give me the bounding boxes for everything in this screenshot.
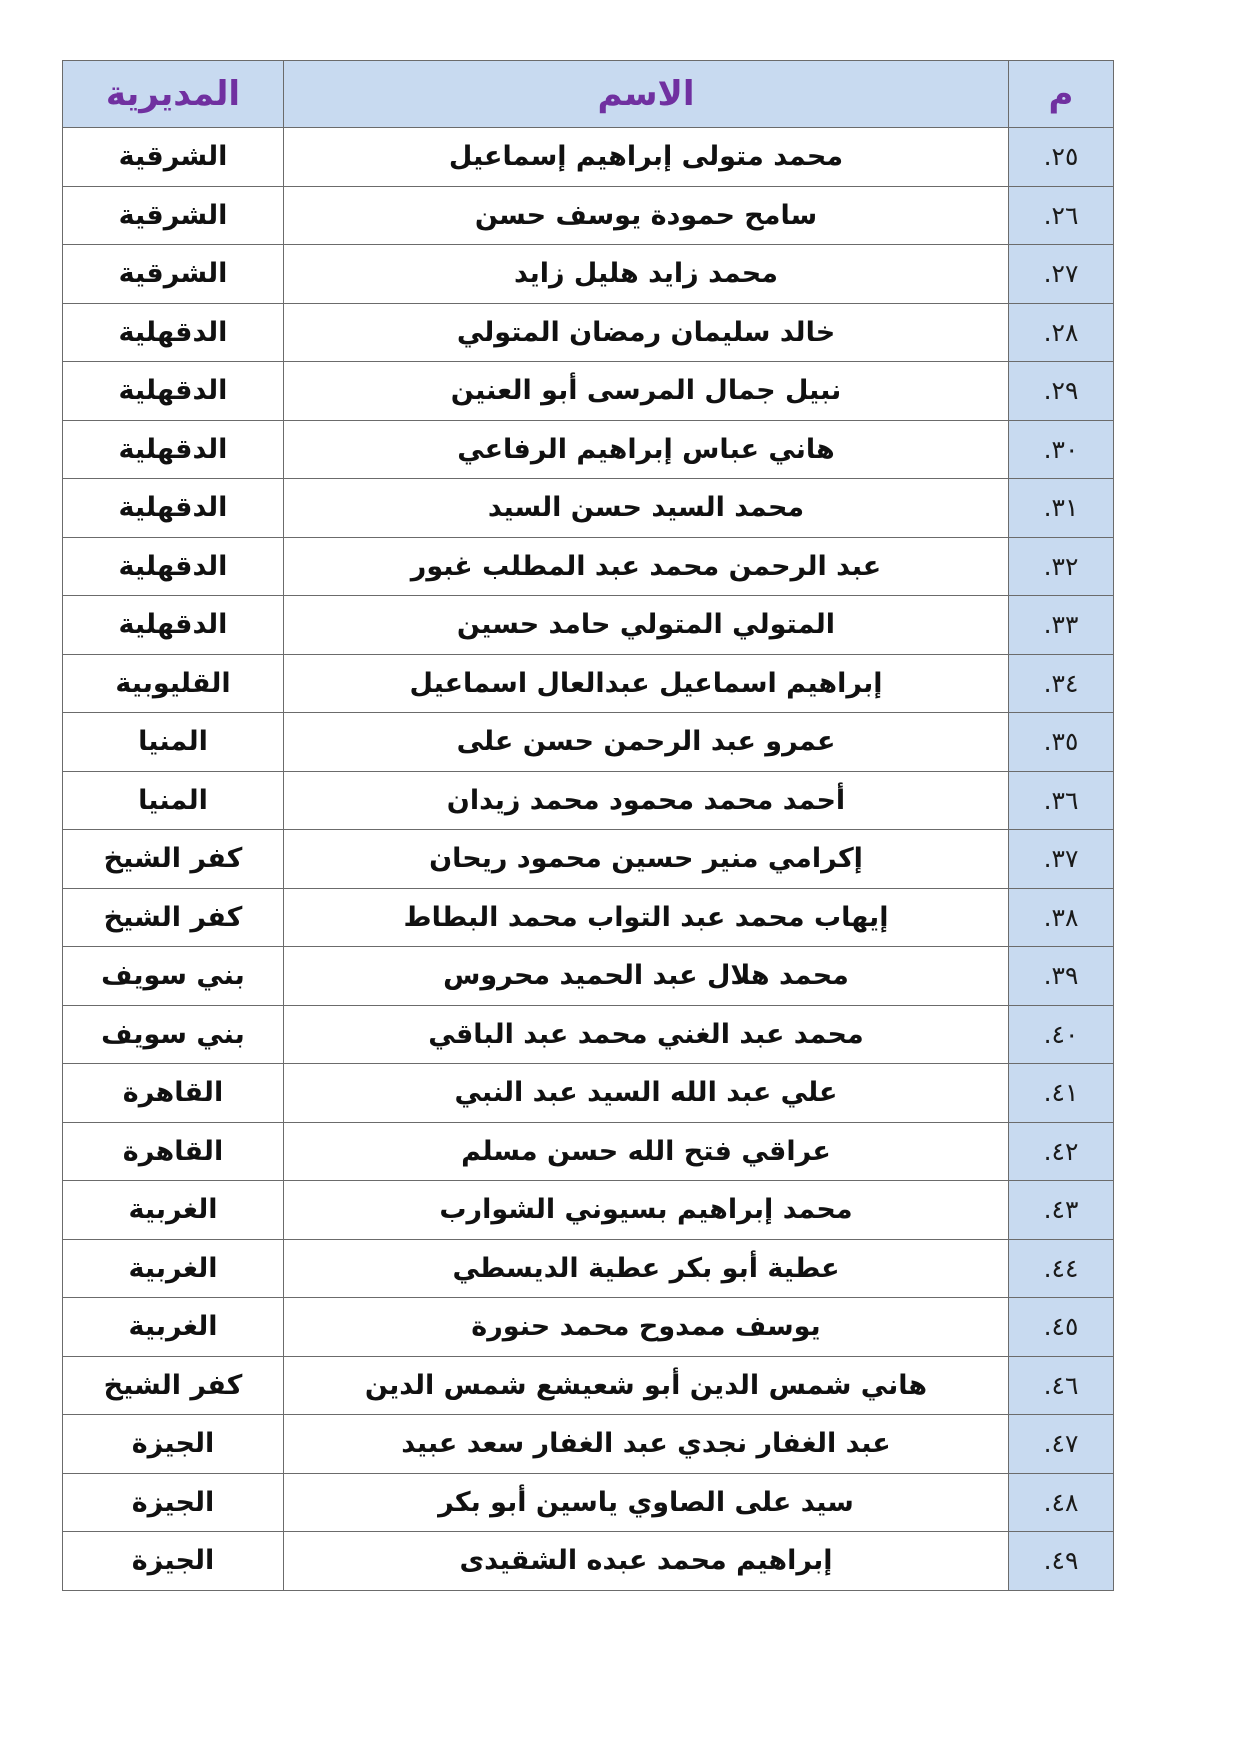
table-row	[63, 1122, 1114, 1181]
row-number: ٣٢.	[1009, 537, 1114, 596]
table-row	[63, 420, 1114, 479]
row-name: المتولي المتولي حامد حسين	[284, 596, 1009, 655]
row-name: أحمد محمد محمود محمد زيدان	[284, 771, 1009, 830]
row-number: ٤٨.	[1009, 1473, 1114, 1532]
row-number: ٤٩.	[1009, 1532, 1114, 1591]
row-name: محمد السيد حسن السيد	[284, 479, 1009, 538]
row-directorate: الدقهلية	[63, 362, 284, 421]
header-row	[63, 61, 1114, 128]
row-name: عراقي فتح الله حسن مسلم	[284, 1122, 1009, 1181]
table-row	[63, 186, 1114, 245]
row-directorate: بني سويف	[63, 1005, 284, 1064]
table-row	[63, 1064, 1114, 1123]
table-row	[63, 1532, 1114, 1591]
row-name: سيد على الصاوي ياسين أبو بكر	[284, 1473, 1009, 1532]
table-row	[63, 713, 1114, 772]
row-number: ٢٦.	[1009, 186, 1114, 245]
table-row	[63, 479, 1114, 538]
row-number: ٣٤.	[1009, 654, 1114, 713]
row-number: ٣٥.	[1009, 713, 1114, 772]
row-name: علي عبد الله السيد عبد النبي	[284, 1064, 1009, 1123]
row-directorate: القاهرة	[63, 1122, 284, 1181]
row-directorate: الدقهلية	[63, 420, 284, 479]
row-number: ٣٧.	[1009, 830, 1114, 889]
row-directorate: الجيزة	[63, 1532, 284, 1591]
row-number: ٤٦.	[1009, 1356, 1114, 1415]
row-name: هاني عباس إبراهيم الرفاعي	[284, 420, 1009, 479]
row-name: هاني شمس الدين أبو شعيشع شمس الدين	[284, 1356, 1009, 1415]
row-number: ٤٥.	[1009, 1298, 1114, 1357]
roster-table	[62, 60, 1114, 1591]
row-number: ٣٩.	[1009, 947, 1114, 1006]
row-number: ٤١.	[1009, 1064, 1114, 1123]
table-row	[63, 245, 1114, 304]
row-name: عطية أبو بكر عطية الديسطي	[284, 1239, 1009, 1298]
row-directorate: الغربية	[63, 1239, 284, 1298]
table-row	[63, 362, 1114, 421]
table-row	[63, 1181, 1114, 1240]
row-number: ٣٨.	[1009, 888, 1114, 947]
row-name: محمد متولى إبراهيم إسماعيل	[284, 128, 1009, 187]
row-name: سامح حمودة يوسف حسن	[284, 186, 1009, 245]
table-row	[63, 654, 1114, 713]
row-directorate: الجيزة	[63, 1473, 284, 1532]
row-directorate: الدقهلية	[63, 537, 284, 596]
row-directorate: كفر الشيخ	[63, 830, 284, 889]
row-number: ٢٩.	[1009, 362, 1114, 421]
row-directorate: الدقهلية	[63, 303, 284, 362]
row-directorate: القاهرة	[63, 1064, 284, 1123]
table-row	[63, 1356, 1114, 1415]
row-directorate: الدقهلية	[63, 479, 284, 538]
row-name: محمد إبراهيم بسيوني الشوارب	[284, 1181, 1009, 1240]
row-directorate: الغربية	[63, 1298, 284, 1357]
row-name: إبراهيم محمد عبده الشقيدى	[284, 1532, 1009, 1591]
table-row	[63, 947, 1114, 1006]
row-number: ٣٦.	[1009, 771, 1114, 830]
row-name: عبد الرحمن محمد عبد المطلب غبور	[284, 537, 1009, 596]
row-number: ٢٨.	[1009, 303, 1114, 362]
row-name: يوسف ممدوح محمد حنورة	[284, 1298, 1009, 1357]
row-name: نبيل جمال المرسى أبو العنين	[284, 362, 1009, 421]
row-directorate: الشرقية	[63, 186, 284, 245]
row-number: ٤٢.	[1009, 1122, 1114, 1181]
row-number: ٤٧.	[1009, 1415, 1114, 1474]
row-directorate: المنيا	[63, 771, 284, 830]
row-name: خالد سليمان رمضان المتولي	[284, 303, 1009, 362]
table-row	[63, 128, 1114, 187]
row-name: محمد زايد هليل زايد	[284, 245, 1009, 304]
table-row	[63, 537, 1114, 596]
row-number: ٣١.	[1009, 479, 1114, 538]
table-header	[63, 61, 1114, 128]
table-row	[63, 1298, 1114, 1357]
row-directorate: الجيزة	[63, 1415, 284, 1474]
header-name: الاسم	[284, 61, 1009, 128]
row-name: إيهاب محمد عبد التواب محمد البطاط	[284, 888, 1009, 947]
row-number: ٤٤.	[1009, 1239, 1114, 1298]
table-row	[63, 830, 1114, 889]
row-name: إكرامي منير حسين محمود ريحان	[284, 830, 1009, 889]
row-name: إبراهيم اسماعيل عبدالعال اسماعيل	[284, 654, 1009, 713]
table-row	[63, 771, 1114, 830]
table-row	[63, 1415, 1114, 1474]
row-directorate: الغربية	[63, 1181, 284, 1240]
row-directorate: الدقهلية	[63, 596, 284, 655]
row-directorate: الشرقية	[63, 245, 284, 304]
row-name: محمد عبد الغني محمد عبد الباقي	[284, 1005, 1009, 1064]
row-number: ٣٠.	[1009, 420, 1114, 479]
table-row	[63, 303, 1114, 362]
table-row	[63, 596, 1114, 655]
row-name: محمد هلال عبد الحميد محروس	[284, 947, 1009, 1006]
header-directorate: المديرية	[63, 61, 284, 128]
table-row	[63, 888, 1114, 947]
row-directorate: بني سويف	[63, 947, 284, 1006]
table-row	[63, 1473, 1114, 1532]
row-directorate: كفر الشيخ	[63, 1356, 284, 1415]
table-body	[63, 128, 1114, 1591]
row-directorate: الشرقية	[63, 128, 284, 187]
row-directorate: المنيا	[63, 713, 284, 772]
header-number: م	[1009, 61, 1114, 128]
row-number: ٢٥.	[1009, 128, 1114, 187]
row-name: عمرو عبد الرحمن حسن على	[284, 713, 1009, 772]
row-directorate: القليوبية	[63, 654, 284, 713]
row-number: ٢٧.	[1009, 245, 1114, 304]
row-number: ٣٣.	[1009, 596, 1114, 655]
row-directorate: كفر الشيخ	[63, 888, 284, 947]
table-row	[63, 1005, 1114, 1064]
row-number: ٤٠.	[1009, 1005, 1114, 1064]
row-name: عبد الغفار نجدي عبد الغفار سعد عبيد	[284, 1415, 1009, 1474]
table-row	[63, 1239, 1114, 1298]
row-number: ٤٣.	[1009, 1181, 1114, 1240]
